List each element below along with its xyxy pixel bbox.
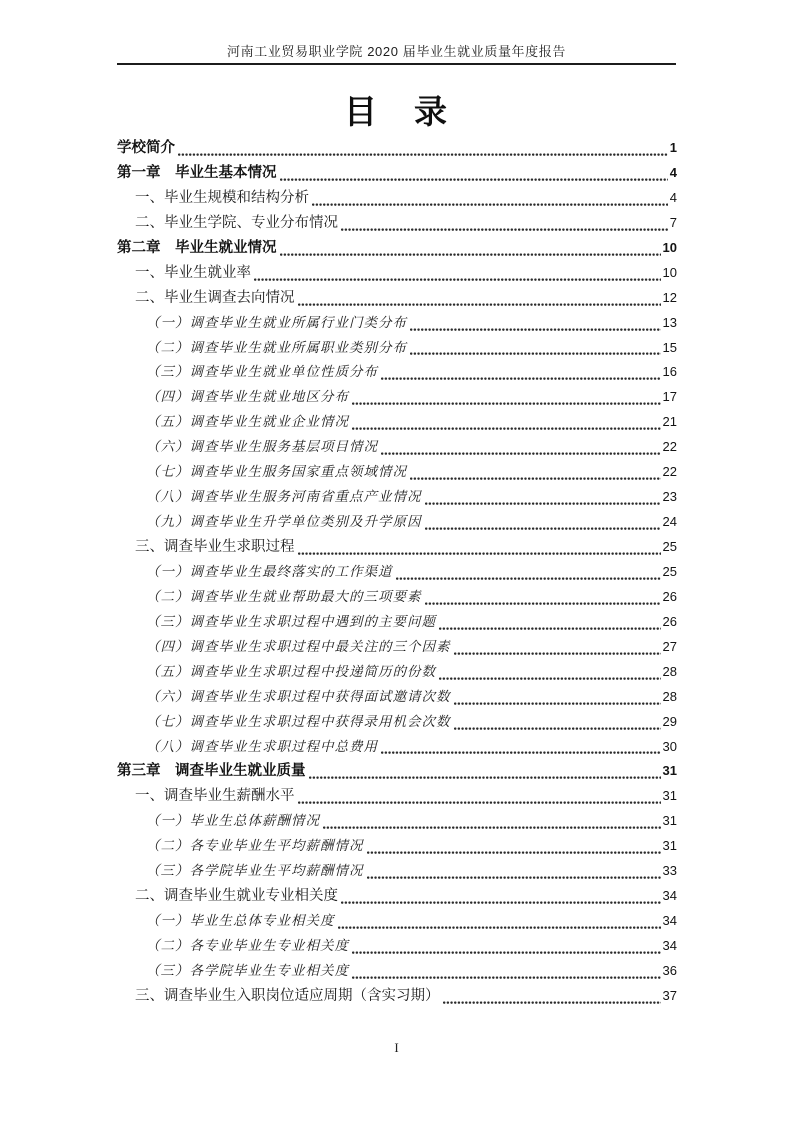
dot-leader (280, 252, 661, 257)
toc-entry-page-number: 33 (662, 863, 677, 879)
dot-leader (454, 726, 661, 731)
dot-leader (425, 601, 661, 606)
toc-entry-label: （五）调查毕业生求职过程中投递简历的份数 (146, 663, 436, 679)
toc-entry[interactable] (117, 710, 677, 735)
toc-entry-label: （九）调查毕业生升学单位类别及升学原因 (146, 514, 422, 530)
toc-entry[interactable] (117, 685, 677, 710)
toc-entry-label: （七）调查毕业生服务国家重点领域情况 (146, 464, 407, 480)
dot-leader (298, 800, 661, 805)
toc-entry-label: （三）各学院毕业生平均薪酬情况 (146, 863, 364, 879)
toc-entry[interactable] (117, 236, 677, 261)
toc-entry[interactable] (117, 460, 677, 485)
toc-entry[interactable] (117, 984, 677, 1009)
toc-entry-page-number: 29 (662, 713, 677, 729)
dot-leader (454, 701, 661, 706)
toc-entry[interactable] (117, 286, 677, 311)
toc-entry-page-number: 26 (662, 613, 677, 629)
toc-entry[interactable] (117, 610, 677, 635)
dot-leader (309, 775, 661, 780)
toc-entry-page-number: 31 (662, 813, 677, 829)
toc-entry-page-number: 12 (662, 289, 677, 305)
toc-entry[interactable] (117, 934, 677, 959)
toc-entry[interactable] (117, 784, 677, 809)
toc-entry-page-number: 7 (669, 214, 677, 230)
toc-entry[interactable] (117, 884, 677, 909)
toc-entry-label: （六）调查毕业生服务基层项目情况 (146, 439, 378, 455)
toc-entry-label: 三、调查毕业生入职岗位适应周期（含实习期） (135, 987, 440, 1004)
toc-entry-page-number: 24 (662, 514, 677, 530)
toc-entry-page-number: 25 (662, 563, 677, 579)
dot-leader (323, 825, 661, 830)
toc-entry-page-number: 4 (669, 189, 677, 205)
toc-entry-label: （一）调查毕业生最终落实的工作渠道 (146, 563, 393, 579)
toc-entry-page-number: 22 (662, 464, 677, 480)
toc-entry-page-number: 21 (662, 414, 677, 430)
toc-entry-label: （八）调查毕业生求职过程中总费用 (146, 738, 378, 754)
toc-entry-label: 二、毕业生学院、专业分布情况 (135, 214, 338, 231)
toc-entry-label: （三）各学院毕业生专业相关度 (146, 962, 349, 978)
toc-entry-label: （一）毕业生总体薪酬情况 (146, 813, 320, 829)
toc-entry-page-number: 23 (662, 489, 677, 505)
dot-leader (439, 626, 661, 631)
dot-leader (341, 900, 661, 905)
toc-entry[interactable] (117, 186, 677, 211)
toc-entry-label: 第一章 毕业生基本情况 (117, 164, 277, 181)
toc-entry-page-number: 10 (662, 264, 677, 280)
toc-entry[interactable] (117, 909, 677, 934)
toc-entry-label: （五）调查毕业生就业企业情况 (146, 414, 349, 430)
toc-entry-page-number: 31 (662, 788, 677, 804)
toc-entry[interactable] (117, 510, 677, 535)
toc-entry-label: （八）调查毕业生服务河南省重点产业情况 (146, 489, 422, 505)
toc-entry-page-number: 28 (662, 663, 677, 679)
dot-leader (352, 401, 661, 406)
toc-entry-page-number: 4 (669, 164, 677, 180)
toc-entry-page-number: 37 (662, 987, 677, 1003)
toc-entry-page-number: 10 (662, 239, 677, 255)
toc-entry-label: （四）调查毕业生求职过程中最关注的三个因素 (146, 638, 451, 654)
toc-entry-page-number: 25 (662, 539, 677, 554)
header-rule (117, 63, 676, 65)
toc-entry-page-number: 28 (662, 688, 677, 704)
dot-leader (352, 975, 661, 980)
dot-leader (367, 875, 661, 880)
toc-entry[interactable] (117, 336, 677, 361)
toc-entry-page-number: 13 (662, 314, 677, 330)
dot-leader (341, 227, 668, 232)
toc-entry[interactable] (117, 560, 677, 585)
toc-entry[interactable] (117, 859, 677, 884)
dot-leader (381, 376, 661, 381)
dot-leader (338, 925, 661, 930)
dot-leader (381, 451, 661, 456)
toc-entry-label: （一）毕业生总体专业相关度 (146, 913, 335, 929)
toc-entry-label: （四）调查毕业生就业地区分布 (146, 389, 349, 405)
page-header (0, 41, 793, 60)
header-text: 河南工业贸易职业学院 2020 届毕业生就业质量年度报告 (227, 44, 566, 59)
toc-entry-page-number: 36 (662, 962, 677, 978)
dot-leader (254, 277, 661, 282)
toc-entry[interactable] (117, 660, 677, 685)
toc-entry[interactable] (117, 136, 677, 161)
toc-entry-label: （七）调查毕业生求职过程中获得录用机会次数 (146, 713, 451, 729)
dot-leader (298, 302, 661, 307)
toc-entry-page-number: 34 (662, 888, 677, 904)
toc-entry-label: （三）调查毕业生就业单位性质分布 (146, 364, 378, 380)
toc-entry-label: 三、调查毕业生求职过程 (135, 539, 295, 555)
dot-leader (454, 651, 661, 656)
toc-entry[interactable] (117, 735, 677, 760)
toc-entry-page-number: 34 (662, 913, 677, 929)
toc-entry-page-number: 30 (662, 738, 677, 754)
dot-leader (352, 426, 661, 431)
toc-entry-label: （二）调查毕业生就业帮助最大的三项要素 (146, 588, 422, 604)
toc-entry[interactable] (117, 410, 677, 435)
toc-entry-label: 二、毕业生调查去向情况 (135, 289, 295, 306)
toc-entry[interactable] (117, 809, 677, 834)
toc-entry[interactable] (117, 435, 677, 460)
toc-entry[interactable] (117, 959, 677, 984)
toc-entry[interactable] (117, 635, 677, 660)
toc-entry-label: （二）调查毕业生就业所属职业类别分布 (146, 339, 407, 355)
dot-leader (312, 202, 668, 207)
toc-entry[interactable] (117, 161, 677, 186)
toc-entry-label: （三）调查毕业生求职过程中遇到的主要问题 (146, 613, 436, 629)
toc-entry-label: （二）各专业毕业生专业相关度 (146, 938, 349, 953)
toc-entry-page-number: 16 (662, 364, 677, 380)
toc-entry-label: 一、毕业生就业率 (135, 264, 251, 281)
toc-entry-page-number: 31 (662, 763, 677, 779)
toc-entry-label: 学校简介 (117, 140, 175, 156)
dot-leader (352, 950, 661, 955)
toc-entry[interactable] (117, 485, 677, 510)
dot-leader (178, 152, 668, 157)
dot-leader (381, 750, 661, 755)
dot-leader (410, 351, 661, 356)
toc-entry-label: 一、调查毕业生薪酬水平 (135, 788, 295, 805)
dot-leader (443, 1000, 661, 1005)
dot-leader (410, 327, 661, 332)
toc-entry[interactable] (117, 535, 677, 560)
toc-entry[interactable] (117, 585, 677, 610)
toc-entry-page-number: 17 (662, 389, 677, 405)
dot-leader (425, 501, 661, 506)
dot-leader (396, 576, 661, 581)
toc-entry[interactable] (117, 261, 677, 286)
toc-entry-page-number: 1 (669, 140, 677, 155)
dot-leader (280, 177, 668, 182)
toc-entry-page-number: 27 (662, 638, 677, 654)
toc-entry[interactable] (117, 385, 677, 410)
toc-entry[interactable] (117, 834, 677, 859)
toc-entry-page-number: 22 (662, 439, 677, 455)
dot-leader (367, 850, 661, 855)
toc-entry-label: 二、调查毕业生就业专业相关度 (135, 888, 338, 905)
toc-entry-label: （六）调查毕业生求职过程中获得面试邀请次数 (146, 688, 451, 704)
toc-entry-label: 一、毕业生规模和结构分析 (135, 189, 309, 206)
table-of-contents (117, 136, 677, 1009)
dot-leader (439, 676, 661, 681)
toc-entry-label: 第二章 毕业生就业情况 (117, 239, 277, 256)
toc-entry-label: （二）各专业毕业生平均薪酬情况 (146, 838, 364, 854)
toc-entry-page-number: 34 (662, 938, 677, 953)
toc-entry-page-number: 31 (662, 838, 677, 854)
page-title: 目 录 (344, 95, 449, 131)
toc-entry[interactable] (117, 211, 677, 236)
toc-entry-page-number: 26 (662, 588, 677, 604)
dot-leader (298, 551, 661, 556)
toc-entry[interactable] (117, 759, 677, 784)
footer-page-number: I (394, 1040, 399, 1055)
page-footer (0, 1040, 793, 1056)
dot-leader (425, 526, 661, 531)
dot-leader (410, 476, 661, 481)
toc-entry-page-number: 15 (662, 339, 677, 355)
toc-entry[interactable] (117, 311, 677, 336)
toc-entry-label: （一）调查毕业生就业所属行业门类分布 (146, 314, 407, 330)
toc-entry-label: 第三章 调查毕业生就业质量 (117, 763, 306, 780)
toc-entry[interactable] (117, 360, 677, 385)
